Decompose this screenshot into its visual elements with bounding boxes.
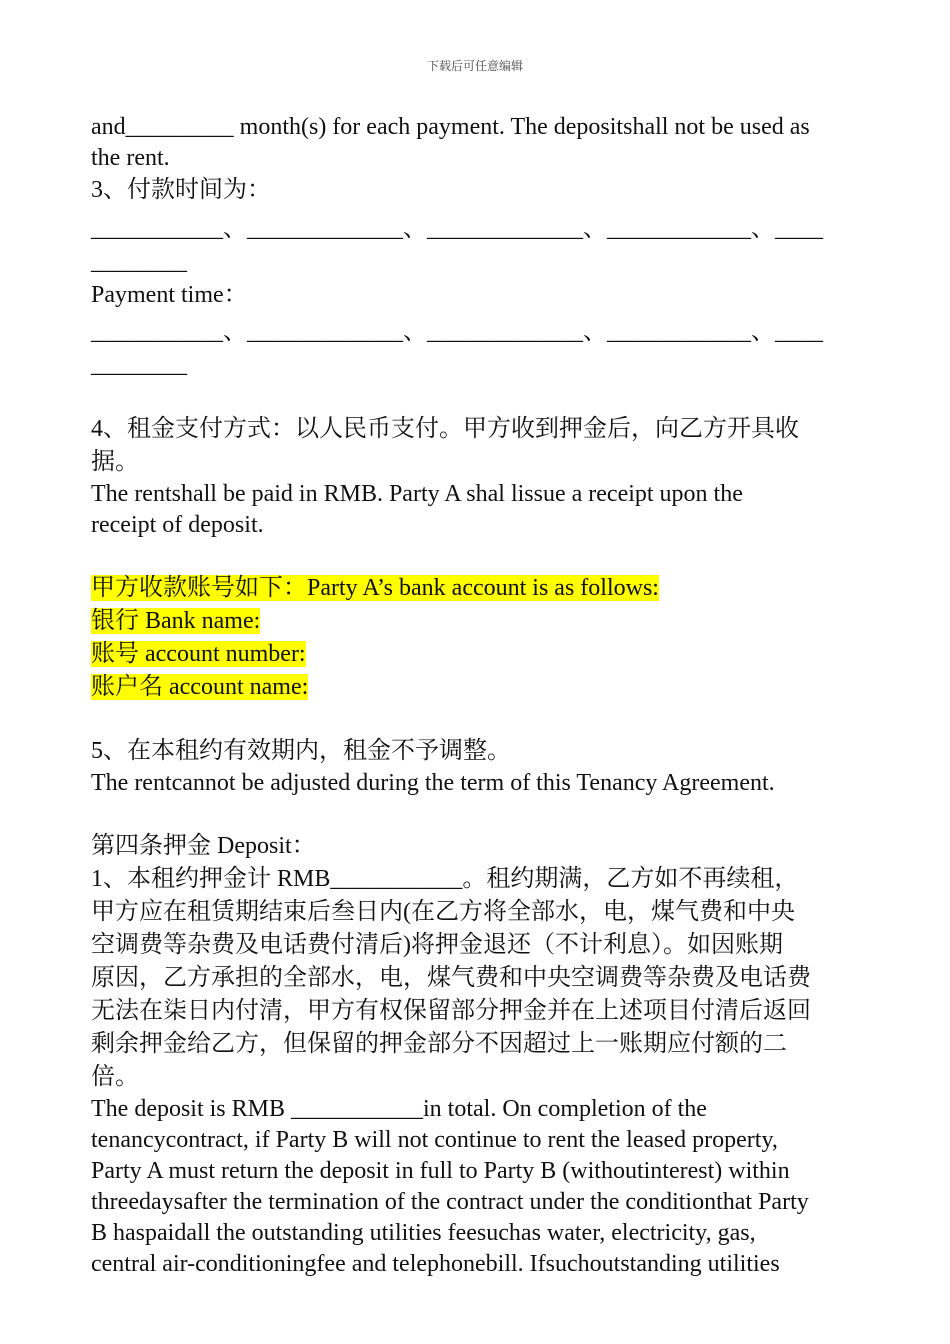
payment-time-blanks-cn: ___________、_____________、_____________、____________、____ (91, 216, 823, 242)
payment-method-cn-cont: 据。 (91, 449, 139, 475)
deposit-clause-cn: 空调费等杂费及电话费付清后)将押金退还（不计利息）。如因账期 (91, 932, 783, 958)
payment-time-heading-en: Payment time： (91, 282, 248, 308)
deposit-clause-cn: 原因，乙方承担的全部水，电，煤气费和中央空调费等杂费及电话费 (91, 965, 811, 991)
bank-name-field: 银行 Bank name: (91, 608, 261, 634)
document-body (91, 112, 863, 1280)
deposit-clause-en: threedaysafter the termination of the contract under the conditionthat Party (91, 1189, 809, 1215)
deposit-clause-cn: 倍。 (91, 1064, 139, 1090)
payment-method-en: The rentshall be paid in RMB. Party A shal lissue a receipt upon the (91, 481, 743, 507)
deposit-clause-cn: 无法在柒日内付清，甲方有权保留部分押金并在上述项目付清后返回 (91, 998, 811, 1024)
rent-adjustment-en: The rentcannot be adjusted during the term of this Tenancy Agreement. (91, 770, 775, 796)
bank-account-intro: 甲方收款账号如下：Party A’s bank account is as follows: (91, 575, 659, 601)
article-4-title: 第四条押金 Deposit： (91, 833, 316, 859)
rent-adjustment-cn: 5、在本租约有效期内，租金不予调整。 (91, 738, 511, 764)
deposit-clause-cn: 甲方应在租赁期结束后叁日内(在乙方将全部水，电，煤气费和中央 (91, 899, 795, 925)
payment-method-cn: 4、租金支付方式：以人民币支付。甲方收到押金后，向乙方开具收 (91, 416, 799, 442)
payment-time-blanks-en: ___________、_____________、_____________、____________、____ (91, 319, 823, 345)
deposit-clause-en: tenancycontract, if Party B will not continue to rent the leased property, (91, 1127, 778, 1153)
payment-time-heading-cn: 3、付款时间为： (91, 177, 271, 203)
deposit-clause-cn: 剩余押金给乙方，但保留的押金部分不因超过上一账期应付额的二 (91, 1031, 787, 1057)
paragraph-line: and_________ month(s) for each payment. The depositshall not be used as (91, 114, 810, 140)
payment-time-blanks-cn-cont: ________ (91, 249, 187, 275)
payment-time-blanks-en-cont: ________ (91, 352, 187, 378)
paragraph-line: the rent. (91, 145, 170, 171)
deposit-clause-en: The deposit is RMB ___________in total. On completion of the (91, 1096, 707, 1122)
deposit-clause-en: central air-conditioningfee and telephonebill. Ifsuchoutstanding utilities (91, 1251, 780, 1277)
deposit-clause-en: Party A must return the deposit in full to Party B (withoutinterest) within (91, 1158, 790, 1184)
account-number-field: 账号 account number: (91, 641, 306, 667)
deposit-clause-cn: 1、本租约押金计 RMB___________。租约期满，乙方如不再续租， (91, 866, 799, 892)
payment-method-en-cont: receipt of deposit. (91, 512, 264, 538)
page-header: 下载后可任意编辑 (426, 59, 523, 73)
deposit-clause-en: B haspaidall the outstanding utilities feesuchas water, electricity, gas, (91, 1220, 756, 1246)
account-name-field: 账户名 account name: (91, 674, 309, 700)
